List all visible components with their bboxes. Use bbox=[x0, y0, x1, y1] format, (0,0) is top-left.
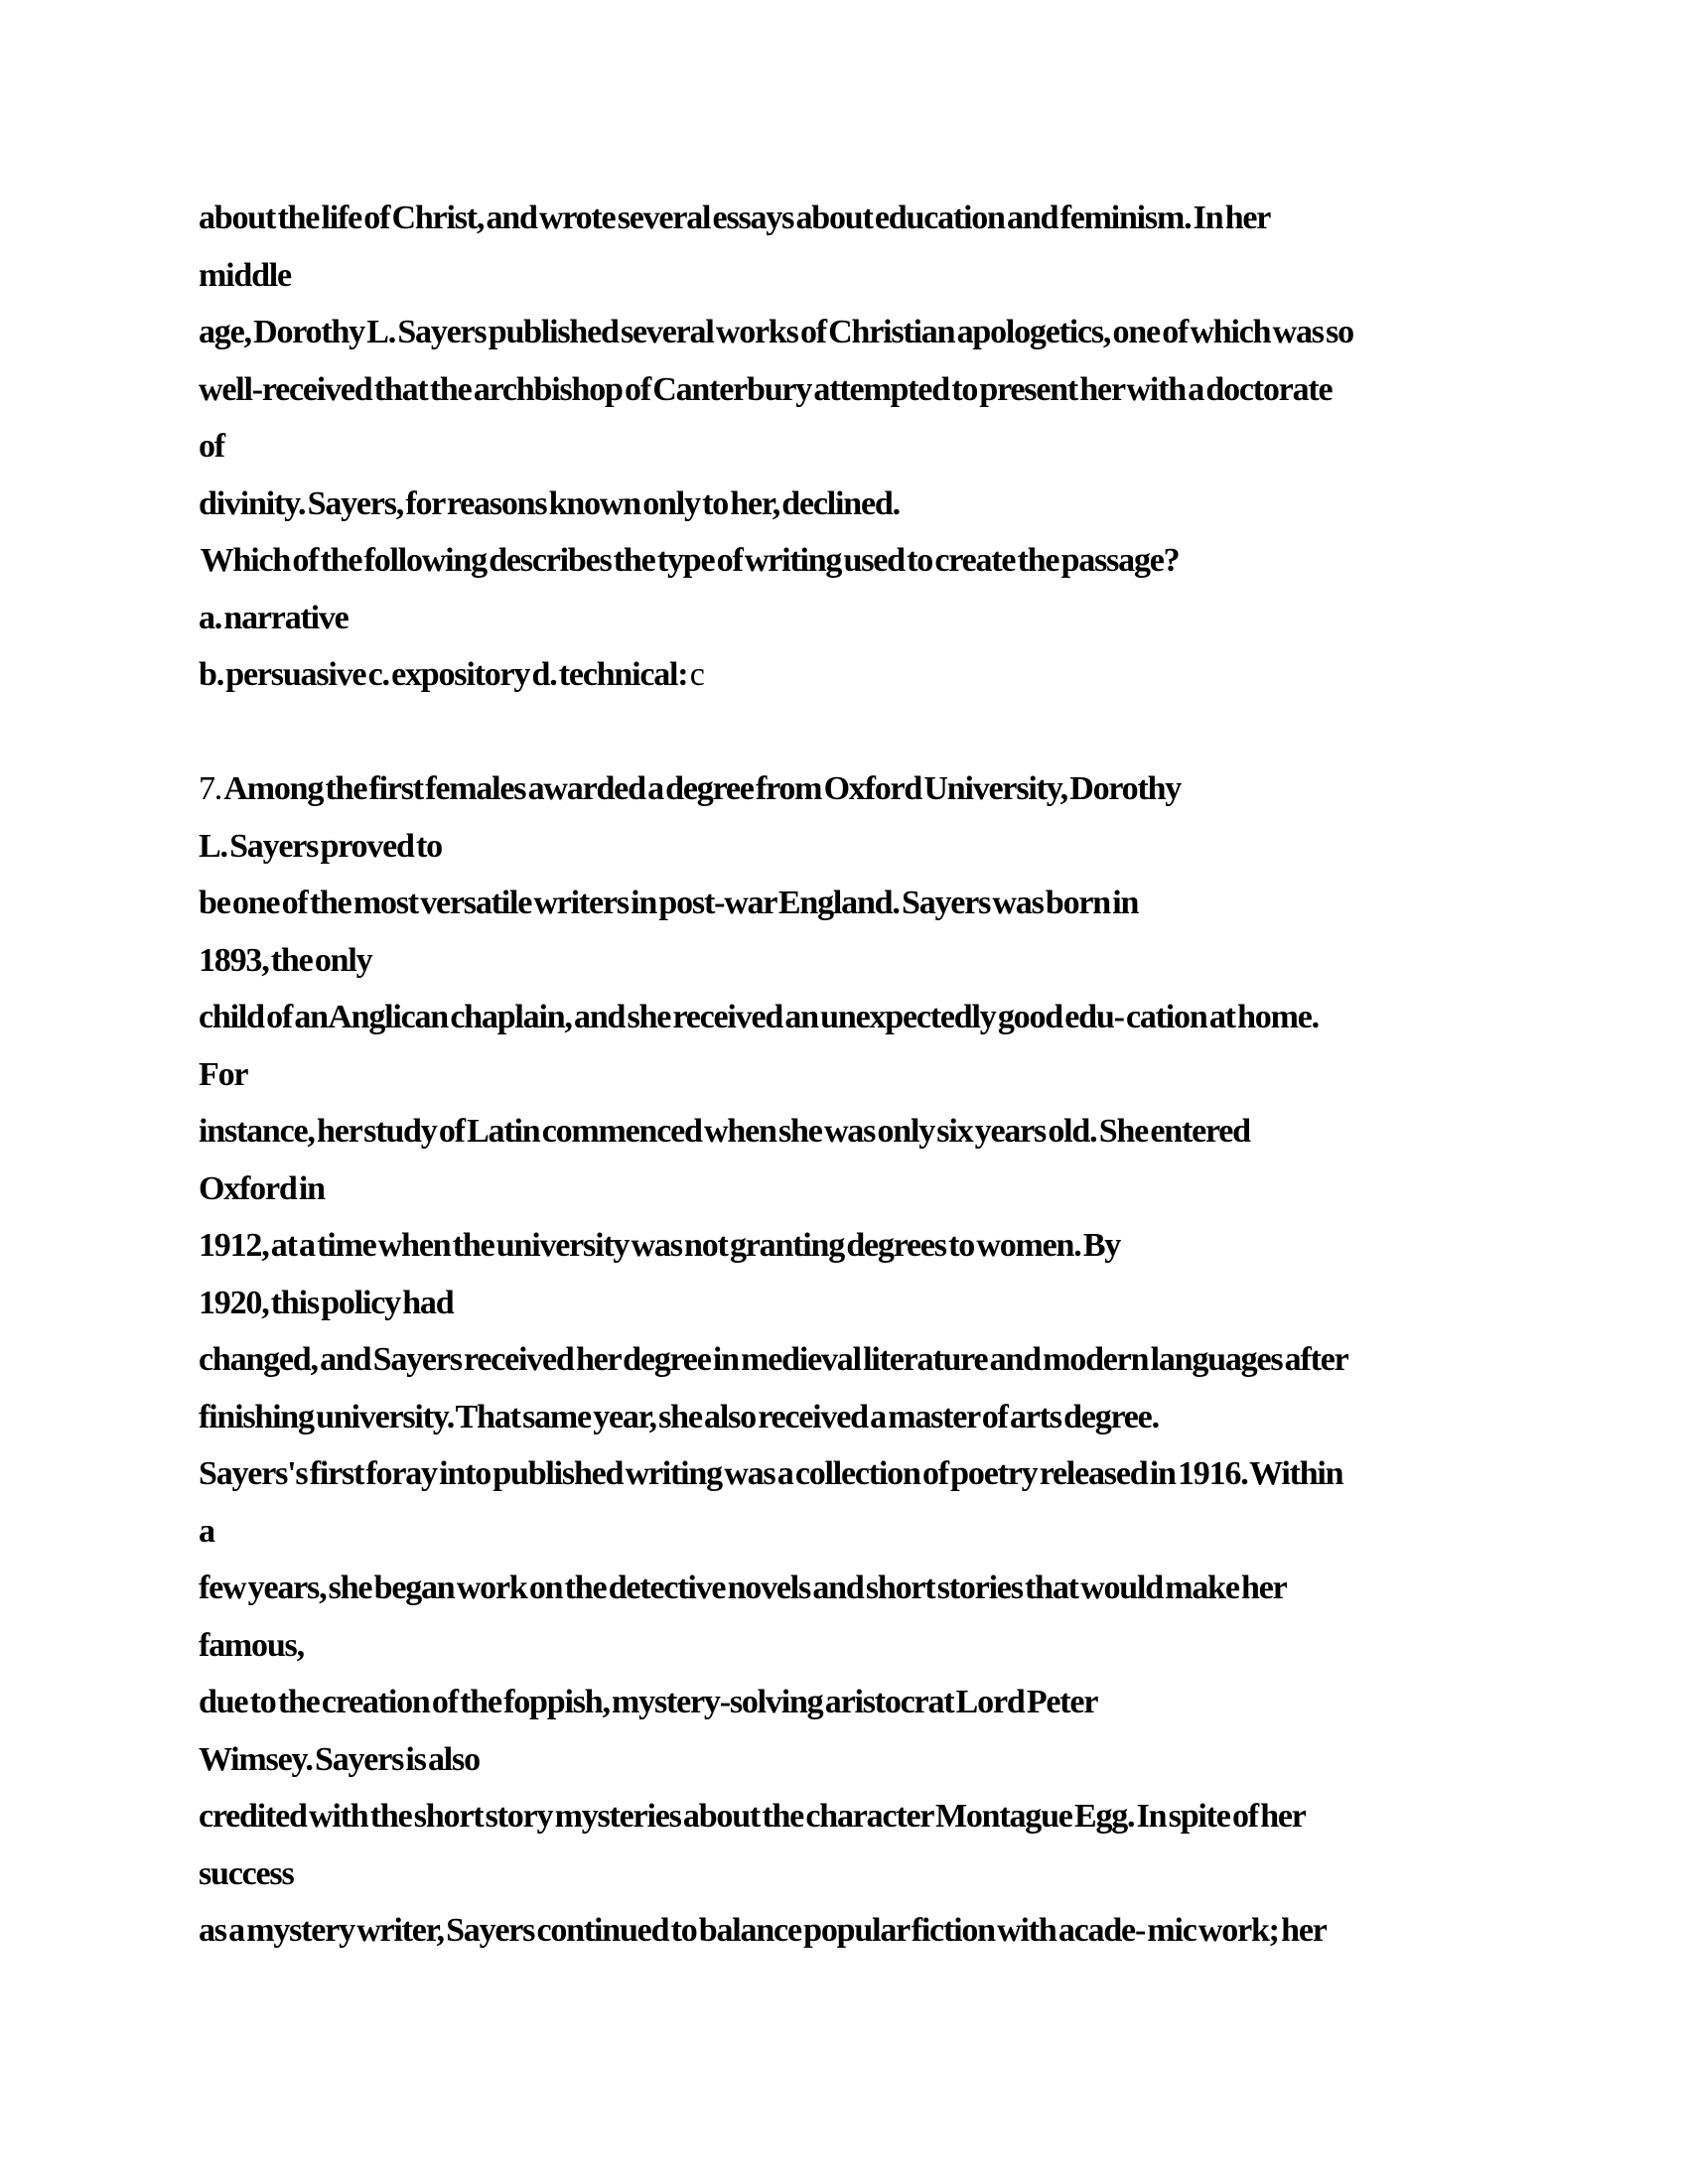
text-segment: finishing university. That same year, she also received a master of arts degree. bbox=[199, 1398, 1159, 1435]
text-line bbox=[199, 247, 1509, 305]
text-line bbox=[199, 646, 1509, 704]
text-line bbox=[199, 1503, 1509, 1561]
text-line bbox=[199, 818, 1509, 876]
text-line bbox=[199, 989, 1509, 1046]
text-line bbox=[199, 1674, 1509, 1731]
text-segment: of bbox=[199, 428, 224, 465]
text-line bbox=[199, 1788, 1509, 1845]
text-segment: 7. bbox=[199, 770, 224, 807]
text-segment: Oxford in bbox=[199, 1169, 325, 1207]
document-body bbox=[199, 190, 1509, 1960]
text-line bbox=[199, 304, 1509, 361]
text-segment: Wimsey. Sayers is also bbox=[199, 1740, 480, 1778]
text-segment: changed, and Sayers received her degree in medieval literature and modern languages after bbox=[199, 1341, 1348, 1378]
text-segment: well-received that the archbishop of Canterbury attempted to present her with a doctorate bbox=[199, 370, 1333, 408]
text-line bbox=[199, 1902, 1509, 1960]
text-segment: L. Sayers proved to bbox=[199, 827, 442, 865]
text-segment: a bbox=[199, 1512, 214, 1550]
text-segment: success bbox=[199, 1854, 294, 1892]
text-segment: c bbox=[689, 656, 704, 693]
text-line bbox=[199, 1560, 1509, 1617]
text-segment: divinity. Sayers, for reasons known only to her, declined. bbox=[199, 484, 900, 522]
text-line bbox=[199, 875, 1509, 932]
text-line bbox=[199, 704, 1509, 761]
text-line bbox=[199, 1331, 1509, 1389]
text-line bbox=[199, 1845, 1509, 1903]
text-segment: child of an Anglican chaplain, and she received an unexpectedly good edu- cation at home. bbox=[199, 999, 1319, 1035]
text-segment: instance, her study of Latin commenced when she was only six years old. She entered bbox=[199, 1113, 1250, 1150]
text-line bbox=[199, 932, 1509, 990]
text-line bbox=[199, 1046, 1509, 1104]
text-segment: Among the first females awarded a degree from Oxford University, Dorothy bbox=[223, 770, 1182, 807]
text-line bbox=[199, 476, 1509, 533]
text-line bbox=[199, 1445, 1509, 1503]
text-segment: 1912, at a time when the university was not granting degrees to women. By bbox=[199, 1227, 1121, 1264]
text-segment: credited with the short story mysteries about the character Montague Egg. In spite of her bbox=[199, 1798, 1306, 1835]
text-segment: Which of the following describes the type of writing used to create the passage? bbox=[199, 542, 1180, 579]
text-line bbox=[199, 190, 1509, 247]
text-line bbox=[199, 590, 1509, 647]
text-line bbox=[199, 1617, 1509, 1675]
text-segment: about the life of Christ, and wrote several essays about education and feminism. In her bbox=[199, 200, 1271, 236]
text-line bbox=[199, 361, 1509, 419]
text-line bbox=[199, 760, 1509, 818]
text-segment: b. persuasive c. expository d. technical: bbox=[199, 656, 690, 693]
text-line bbox=[199, 1103, 1509, 1160]
text-segment: a. narrative bbox=[199, 599, 349, 636]
text-segment: Sayers's first foray into published writing was a collection of poetry released in 1916. Within bbox=[199, 1455, 1343, 1492]
text-line bbox=[199, 418, 1509, 476]
text-segment: as a mystery writer, Sayers continued to balance popular fiction with acade- mic work; her bbox=[199, 1912, 1327, 1949]
text-segment: famous, bbox=[199, 1626, 304, 1664]
text-segment: few years, she began work on the detective novels and short stories that would make her bbox=[199, 1570, 1287, 1606]
text-line bbox=[199, 1160, 1509, 1218]
text-line bbox=[199, 532, 1509, 590]
text-segment: middle bbox=[199, 256, 291, 294]
text-line bbox=[199, 1217, 1509, 1275]
text-segment: be one of the most versatile writers in post-war England. Sayers was born in bbox=[199, 885, 1139, 921]
text-segment: 1920, this policy had bbox=[199, 1284, 454, 1321]
text-line bbox=[199, 1389, 1509, 1446]
text-segment: 1893, the only bbox=[199, 941, 372, 979]
text-line bbox=[199, 1731, 1509, 1789]
text-line bbox=[199, 1275, 1509, 1332]
text-segment: age, Dorothy L. Sayers published several works of Christian apologetics, one of which was so bbox=[199, 314, 1353, 350]
text-segment: due to the creation of the foppish, mystery-solving aristocrat Lord Peter bbox=[199, 1684, 1098, 1720]
text-segment: For bbox=[199, 1055, 248, 1093]
